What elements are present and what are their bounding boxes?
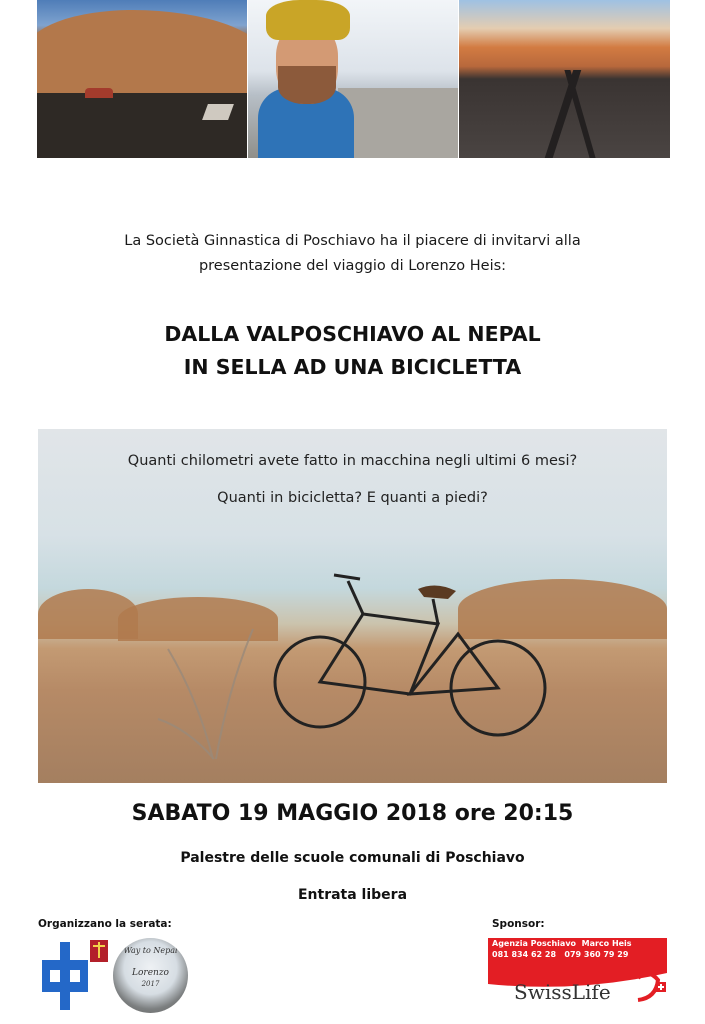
photo-road-shadow: [459, 0, 670, 158]
trip-logo-year: 2017: [141, 980, 160, 988]
event-entry: Entrata libera: [297, 887, 408, 903]
event-place: Palestre delle scuole comunali di Poschiavo: [180, 850, 525, 866]
title-line-1: DALLA VALPOSCHIAVO AL NEPAL: [164, 322, 541, 346]
event-date: SABATO 19 MAGGIO 2018 ore 20:15: [131, 801, 574, 826]
trip-logo-line-1: Way to Nepal: [123, 946, 178, 955]
question-2: Quanti in bicicletta? E quanti a piedi?: [217, 490, 488, 506]
trip-logo: [113, 938, 188, 1013]
sponsor-phone-1: 081 834 62 28: [492, 950, 557, 959]
sponsor-phone-2: 079 360 79 29: [564, 950, 629, 959]
trip-logo-line-2: Lorenzo: [132, 968, 169, 978]
intro-text: [0, 229, 705, 279]
event-title: [0, 318, 705, 384]
intro-line-1: La Società Ginnastica di Poschiavo ha il piacere di invitarvi alla: [124, 233, 581, 249]
sponsor-name: Marco Heis: [581, 939, 632, 948]
photo-portrait: [248, 0, 458, 158]
sponsor-agency: Agenzia Poschiavo: [492, 939, 577, 948]
question-1: Quanti chilometri avete fatto in macchina negli ultimi 6 mesi?: [127, 453, 578, 469]
gym-society-logo: [38, 938, 112, 1014]
sponsor-label: Sponsor:: [492, 918, 545, 930]
organizers-label: Organizzano la serata:: [38, 918, 172, 930]
bicycle-illustration: [38, 429, 667, 783]
photo-desert-camp: [37, 0, 247, 158]
title-line-2: IN SELLA AD UNA BICICLETTA: [183, 355, 522, 379]
sponsor-swisslife: [488, 938, 667, 1004]
intro-line-2: presentazione del viaggio di Lorenzo Heis:: [198, 258, 507, 274]
photo-bicycle: [38, 429, 667, 783]
sponsor-brand: SwissLife: [514, 980, 611, 1004]
